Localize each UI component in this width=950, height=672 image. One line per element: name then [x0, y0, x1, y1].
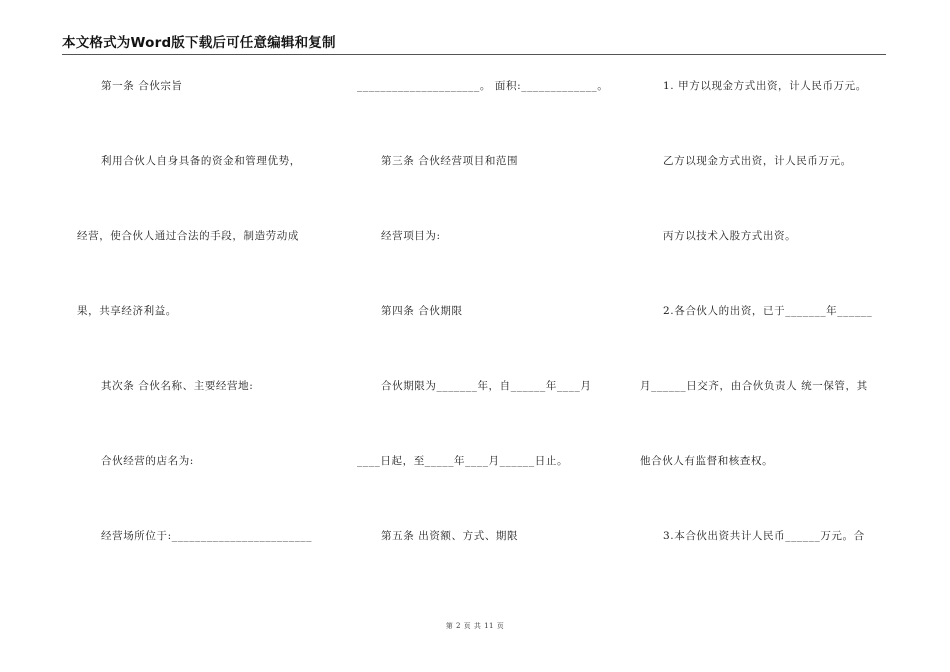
text-line: 他合伙人有监督和核查权。: [640, 455, 774, 467]
text-line: 月______日交齐，由合伙负责人 统一保管，其: [640, 380, 868, 392]
text-line: 2.各合伙人的出资，已于_______年______: [663, 305, 873, 317]
text-line: 果，共享经济利益。: [77, 305, 177, 317]
text-line: 3.本合伙出资共计人民币______万元。合: [663, 530, 865, 542]
text-line: 经营，使合伙人通过合法的手段，制造劳动成: [77, 230, 299, 242]
text-line: 第五条 出资额、方式、期限: [381, 530, 519, 542]
text-line: 经营场所位于:________________________: [101, 530, 313, 542]
text-line: ____日起，至_____年____月______日止。: [357, 455, 569, 467]
text-line: _____________________。 面积:_____________。: [357, 80, 609, 92]
header-title: 本文格式为Word版下载后可任意编辑和复制: [62, 35, 336, 51]
text-line: 第一条 合伙宗旨: [101, 80, 183, 92]
text-line: 第四条 合伙期限: [381, 305, 463, 317]
page-footer: 第 2 页 共 11 页: [445, 622, 505, 630]
text-line: 其次条 合伙名称、主要经营地:: [101, 380, 254, 392]
text-line: 1. 甲方以现金方式出资，计人民币万元。: [663, 80, 867, 92]
text-line: 丙方以技术入股方式出资。: [663, 230, 797, 242]
text-line: 经营项目为:: [381, 230, 441, 242]
document-header: [62, 34, 886, 55]
text-line: 乙方以现金方式出资，计人民币万元。: [663, 155, 852, 167]
text-line: 第三条 合伙经营项目和范围: [381, 155, 519, 167]
text-line: 利用合伙人自身具备的资金和管理优势，: [101, 155, 301, 167]
text-line: 合伙期限为_______年，自______年____月: [381, 380, 592, 392]
text-line: 合伙经营的店名为:: [101, 455, 194, 467]
